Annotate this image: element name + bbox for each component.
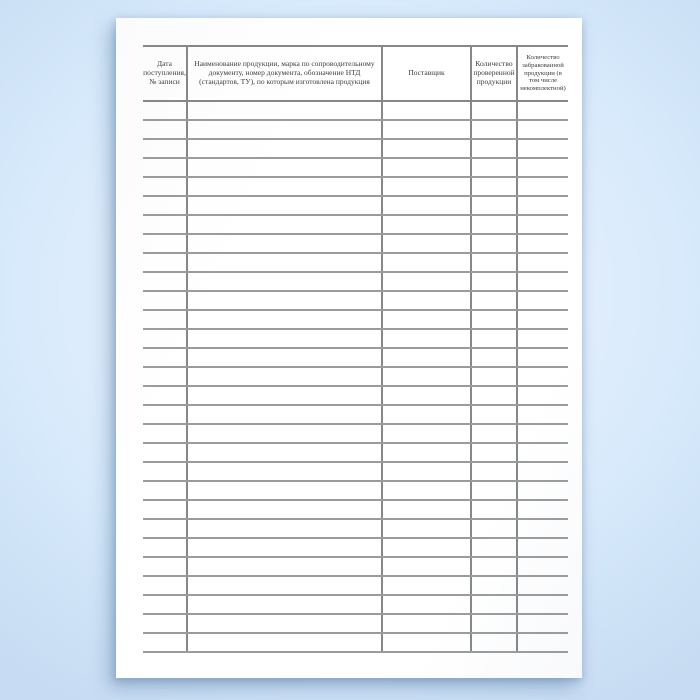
table-cell-product-name	[188, 368, 383, 385]
table-cell-qty-checked	[472, 501, 518, 518]
table-cell-qty-rejected	[518, 102, 568, 119]
table-row	[143, 634, 568, 653]
table-cell-qty-checked	[472, 368, 518, 385]
table-cell-product-name	[188, 159, 383, 176]
table-row	[143, 444, 568, 463]
table-cell-supplier	[383, 615, 472, 632]
table-cell-receipt-date	[143, 596, 188, 613]
table-cell-receipt-date	[143, 121, 188, 138]
table-cell-product-name	[188, 425, 383, 442]
table-cell-supplier	[383, 273, 472, 290]
table-cell-receipt-date	[143, 539, 188, 556]
table-cell-qty-checked	[472, 311, 518, 328]
table-cell-receipt-date	[143, 406, 188, 423]
table-cell-qty-rejected	[518, 273, 568, 290]
table-cell-receipt-date	[143, 140, 188, 157]
table-cell-receipt-date	[143, 330, 188, 347]
table-row	[143, 140, 568, 159]
table-cell-qty-checked	[472, 577, 518, 594]
table-cell-supplier	[383, 387, 472, 404]
table-cell-product-name	[188, 482, 383, 499]
table-row	[143, 330, 568, 349]
table-cell-qty-rejected	[518, 558, 568, 575]
table-cell-product-name	[188, 197, 383, 214]
table-row	[143, 501, 568, 520]
table-cell-product-name	[188, 634, 383, 651]
table-cell-product-name	[188, 311, 383, 328]
table-cell-qty-checked	[472, 539, 518, 556]
table-row	[143, 159, 568, 178]
table-cell-qty-checked	[472, 387, 518, 404]
table-cell-qty-checked	[472, 140, 518, 157]
table-cell-qty-rejected	[518, 178, 568, 195]
table-cell-receipt-date	[143, 482, 188, 499]
table-cell-qty-checked	[472, 349, 518, 366]
table-cell-product-name	[188, 615, 383, 632]
table-cell-receipt-date	[143, 463, 188, 480]
table-cell-qty-checked	[472, 558, 518, 575]
table-cell-receipt-date	[143, 197, 188, 214]
table-cell-receipt-date	[143, 235, 188, 252]
document-page	[116, 18, 582, 678]
table-cell-supplier	[383, 254, 472, 271]
table-cell-product-name	[188, 254, 383, 271]
table-cell-qty-checked	[472, 596, 518, 613]
table-row	[143, 349, 568, 368]
table-row	[143, 197, 568, 216]
table-cell-qty-checked	[472, 330, 518, 347]
table-cell-product-name	[188, 463, 383, 480]
table-cell-qty-rejected	[518, 615, 568, 632]
table-row	[143, 216, 568, 235]
table-row	[143, 577, 568, 596]
table-body	[143, 102, 568, 653]
table-cell-product-name	[188, 235, 383, 252]
table-cell-qty-checked	[472, 235, 518, 252]
table-row	[143, 520, 568, 539]
table-cell-supplier	[383, 577, 472, 594]
table-header-row	[143, 47, 568, 102]
table-cell-qty-rejected	[518, 292, 568, 309]
table-cell-receipt-date	[143, 501, 188, 518]
table-cell-supplier	[383, 444, 472, 461]
table-cell-qty-checked	[472, 292, 518, 309]
table-cell-product-name	[188, 387, 383, 404]
table-row	[143, 539, 568, 558]
table-cell-qty-rejected	[518, 501, 568, 518]
table-cell-supplier	[383, 596, 472, 613]
table-cell-product-name	[188, 406, 383, 423]
table-cell-product-name	[188, 501, 383, 518]
table-cell-qty-checked	[472, 463, 518, 480]
table-cell-product-name	[188, 330, 383, 347]
table-cell-product-name	[188, 444, 383, 461]
register-table	[143, 45, 568, 653]
table-cell-receipt-date	[143, 216, 188, 233]
table-cell-supplier	[383, 178, 472, 195]
table-cell-supplier	[383, 406, 472, 423]
table-cell-qty-checked	[472, 482, 518, 499]
table-cell-qty-rejected	[518, 159, 568, 176]
table-row	[143, 121, 568, 140]
table-cell-qty-checked	[472, 634, 518, 651]
column-header-receipt-date: Дата поступления, № записи	[143, 47, 188, 100]
table-cell-receipt-date	[143, 178, 188, 195]
table-cell-qty-rejected	[518, 463, 568, 480]
column-header-qty-checked: Количество проверенной продукции	[472, 47, 518, 100]
table-cell-qty-rejected	[518, 368, 568, 385]
table-cell-product-name	[188, 292, 383, 309]
table-row	[143, 235, 568, 254]
table-cell-product-name	[188, 577, 383, 594]
table-cell-qty-rejected	[518, 349, 568, 366]
table-cell-receipt-date	[143, 615, 188, 632]
table-cell-product-name	[188, 102, 383, 119]
table-cell-qty-rejected	[518, 216, 568, 233]
table-cell-qty-checked	[472, 520, 518, 537]
table-cell-supplier	[383, 368, 472, 385]
table-cell-supplier	[383, 311, 472, 328]
table-cell-qty-rejected	[518, 444, 568, 461]
table-cell-receipt-date	[143, 292, 188, 309]
table-cell-qty-rejected	[518, 387, 568, 404]
table-row	[143, 615, 568, 634]
table-cell-supplier	[383, 558, 472, 575]
table-cell-qty-rejected	[518, 121, 568, 138]
table-cell-supplier	[383, 463, 472, 480]
table-cell-supplier	[383, 482, 472, 499]
table-cell-product-name	[188, 273, 383, 290]
table-cell-receipt-date	[143, 311, 188, 328]
table-cell-qty-checked	[472, 273, 518, 290]
table-cell-product-name	[188, 596, 383, 613]
table-cell-product-name	[188, 121, 383, 138]
table-cell-receipt-date	[143, 159, 188, 176]
table-cell-supplier	[383, 102, 472, 119]
table-row	[143, 406, 568, 425]
table-cell-supplier	[383, 159, 472, 176]
table-row	[143, 482, 568, 501]
table-cell-qty-rejected	[518, 596, 568, 613]
table-cell-receipt-date	[143, 102, 188, 119]
table-cell-supplier	[383, 140, 472, 157]
table-row	[143, 102, 568, 121]
column-header-product-name: Наименование продукции, марка по сопроводительному документу, номер документа, обозначение НТД (стандартов, ТУ), по которым изготовлена продукция	[188, 47, 383, 100]
table-cell-qty-rejected	[518, 235, 568, 252]
table-cell-receipt-date	[143, 254, 188, 271]
table-cell-supplier	[383, 539, 472, 556]
column-header-qty-rejected: Количество забракованной продукции (в том числе некомплектной)	[520, 53, 566, 93]
table-cell-qty-checked	[472, 178, 518, 195]
table-cell-qty-rejected	[518, 539, 568, 556]
column-header-supplier: Поставщик	[383, 47, 472, 100]
table-cell-receipt-date	[143, 558, 188, 575]
table-cell-qty-checked	[472, 121, 518, 138]
table-cell-qty-checked	[472, 216, 518, 233]
table-cell-product-name	[188, 558, 383, 575]
table-cell-qty-checked	[472, 102, 518, 119]
table-row	[143, 311, 568, 330]
table-cell-qty-rejected	[518, 634, 568, 651]
table-cell-supplier	[383, 520, 472, 537]
table-cell-receipt-date	[143, 368, 188, 385]
table-cell-supplier	[383, 425, 472, 442]
table-cell-qty-rejected	[518, 330, 568, 347]
table-cell-supplier	[383, 292, 472, 309]
table-cell-receipt-date	[143, 444, 188, 461]
table-cell-qty-rejected	[518, 406, 568, 423]
table-cell-receipt-date	[143, 273, 188, 290]
table-cell-supplier	[383, 121, 472, 138]
table-row	[143, 254, 568, 273]
table-cell-qty-rejected	[518, 577, 568, 594]
table-row	[143, 387, 568, 406]
table-row	[143, 596, 568, 615]
table-cell-qty-rejected	[518, 254, 568, 271]
table-cell-qty-checked	[472, 159, 518, 176]
table-row	[143, 368, 568, 387]
table-cell-qty-rejected	[518, 197, 568, 214]
table-cell-product-name	[188, 539, 383, 556]
table-cell-qty-rejected	[518, 482, 568, 499]
table-cell-product-name	[188, 520, 383, 537]
table-cell-qty-checked	[472, 425, 518, 442]
table-cell-qty-checked	[472, 615, 518, 632]
table-cell-qty-rejected	[518, 140, 568, 157]
table-cell-supplier	[383, 216, 472, 233]
table-cell-supplier	[383, 349, 472, 366]
table-cell-receipt-date	[143, 577, 188, 594]
table-cell-qty-checked	[472, 406, 518, 423]
table-cell-receipt-date	[143, 349, 188, 366]
table-row	[143, 273, 568, 292]
table-row	[143, 178, 568, 197]
table-cell-supplier	[383, 634, 472, 651]
table-cell-receipt-date	[143, 634, 188, 651]
table-row	[143, 463, 568, 482]
table-cell-supplier	[383, 501, 472, 518]
table-cell-qty-checked	[472, 254, 518, 271]
table-cell-qty-checked	[472, 197, 518, 214]
table-row	[143, 292, 568, 311]
table-cell-receipt-date	[143, 425, 188, 442]
table-cell-supplier	[383, 330, 472, 347]
table-cell-product-name	[188, 140, 383, 157]
table-cell-supplier	[383, 197, 472, 214]
table-row	[143, 425, 568, 444]
table-cell-supplier	[383, 235, 472, 252]
table-cell-product-name	[188, 178, 383, 195]
table-row	[143, 558, 568, 577]
table-cell-qty-checked	[472, 444, 518, 461]
table-cell-product-name	[188, 216, 383, 233]
table-cell-receipt-date	[143, 520, 188, 537]
table-cell-qty-rejected	[518, 311, 568, 328]
table-cell-qty-rejected	[518, 520, 568, 537]
table-cell-product-name	[188, 349, 383, 366]
table-cell-receipt-date	[143, 387, 188, 404]
table-cell-qty-rejected	[518, 425, 568, 442]
